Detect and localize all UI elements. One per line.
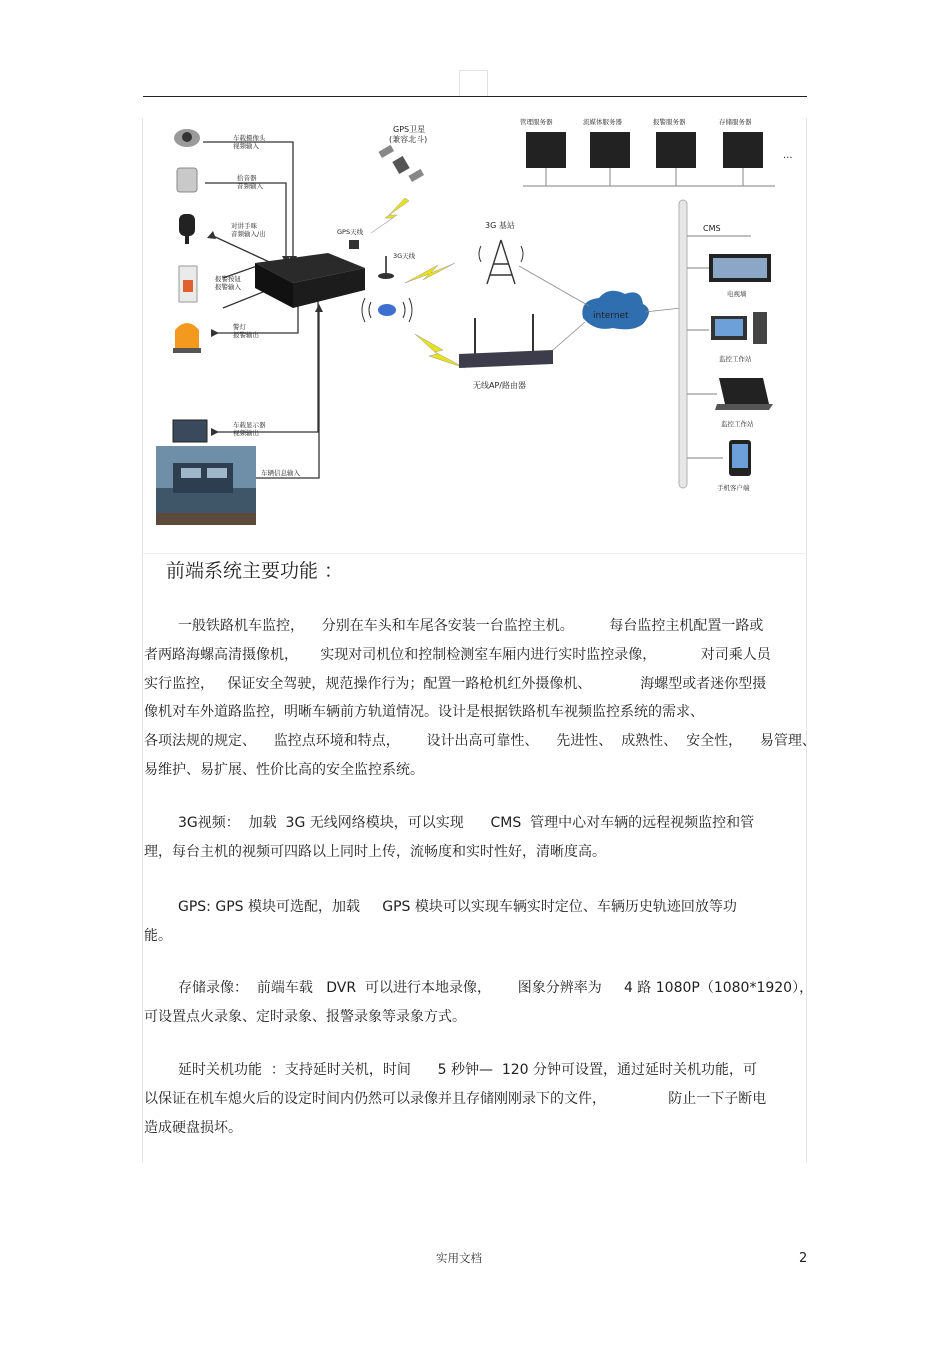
antenna-3g-icon	[378, 256, 394, 279]
cms-backbone	[679, 200, 687, 488]
text-line: 者两路海螺高清摄像机， 实现对司机位和控制检测室车厢内进行实时监控录像， 对司乘人员	[144, 646, 771, 663]
text-line: 能。	[144, 927, 172, 944]
paragraph-3g	[144, 809, 809, 867]
base-station-label: 3G 基站	[485, 221, 515, 230]
server-labels	[520, 118, 752, 126]
header-mark	[459, 70, 488, 97]
device-label: 报警输出	[233, 331, 259, 339]
device-label: 车载显示器	[233, 421, 266, 429]
server-icon	[723, 132, 763, 168]
gps-satellite-label: (兼容北斗)	[389, 135, 428, 144]
server-label: 流媒体服务器	[583, 118, 622, 126]
server-icon	[590, 132, 630, 168]
text-line: 延时关机功能 ：支持延时关机，时间 5 秒钟— 120 分钟可设置，通过延时关机功能，可	[178, 1062, 758, 1078]
lightning-icon	[405, 263, 455, 283]
satellite-icon	[378, 145, 424, 182]
router-icon	[459, 314, 553, 368]
warning-light-icon	[173, 323, 201, 353]
device-label: 视频输入	[233, 142, 259, 150]
header-rule	[143, 96, 807, 97]
paragraph-delayed-shutdown	[144, 1056, 809, 1142]
cms-label: CMS	[703, 224, 721, 233]
gps-satellite-label: GPS卫星	[393, 125, 426, 134]
diagram-separator	[142, 553, 807, 554]
server-label: 存储服务器	[719, 118, 752, 126]
tv-wall-icon	[709, 254, 771, 282]
microphone-icon	[177, 168, 197, 192]
locomotive-image	[156, 446, 256, 525]
internet-label: internet	[593, 311, 629, 321]
device-label: 报警按钮	[215, 275, 241, 283]
server-icons	[526, 132, 763, 168]
device-label: 车辆信息输入	[261, 469, 300, 477]
wifi-icon	[362, 298, 412, 322]
device-label: 对讲手咪	[231, 222, 257, 230]
device-label: 警灯	[233, 323, 246, 331]
gps-antenna-label: GPS天线	[337, 228, 364, 236]
base-station-icon	[479, 240, 523, 284]
page-number: 2	[799, 1251, 808, 1266]
client-label: 监控工作站	[719, 355, 752, 363]
server-icon	[656, 132, 696, 168]
text-line: 3G视频： 加载 3G 无线网络模块，可以实现 CMS 管理中心对车辆的远程视频监控和管	[178, 815, 755, 831]
section-title: 前端系统主要功能 ：	[166, 560, 344, 582]
gps-antenna-icon	[349, 240, 359, 249]
client-label: 手机客户端	[717, 484, 750, 492]
device-label: 音频输入/出	[231, 230, 266, 238]
text-line: 可设置点火录象、定时录象、报警录象等录象方式。	[144, 1008, 466, 1025]
device-label: 拾音器	[237, 174, 257, 182]
alarm-button-icon	[179, 266, 197, 302]
text-line: 以保证在机车熄火后的设定时间内仍然可以录像并且存储刚刚录下的文件， 防止一下子断电	[144, 1090, 767, 1107]
server-icon	[526, 132, 566, 168]
workstation-icon	[711, 312, 767, 344]
server-label: 管理服务器	[520, 118, 553, 126]
lightning-icon	[371, 198, 409, 233]
paragraph-storage	[144, 974, 814, 1032]
text-line: 存储录像： 前端车载 DVR 可以进行本地录像， 图象分辨率为 4 路 1080P（1080*1920），	[178, 980, 814, 996]
text-line: GPS: GPS 模块可选配，加载 GPS 模块可以实现车辆实时定位、车辆历史轨迹回放等功	[178, 899, 737, 915]
client-label: 监控工作站	[721, 420, 754, 428]
text-line: 像机对车外道路监控，明晰车辆前方轨道情况。设计是根据铁路机车视频监控系统的需求、	[144, 704, 704, 721]
device-label: 视频输出	[233, 429, 259, 437]
footer-label: 实用文档	[436, 1251, 482, 1265]
system-diagram	[143, 118, 806, 528]
server-bus	[523, 168, 775, 186]
text-line: 实行监控， 保证安全驾驶，规范操作行为；配置一路枪机红外摄像机、 海螺型或者迷你型摄	[144, 675, 767, 692]
antenna-3g-label: 3G天线	[393, 252, 416, 260]
server-ellipsis: ...	[783, 150, 793, 161]
dvr-host	[255, 253, 365, 308]
phone-icon	[729, 440, 751, 476]
text-line: 易维护、易扩展、性价比高的安全监控系统。	[144, 761, 424, 778]
device-label: 报警输入	[215, 283, 241, 291]
laptop-icon	[715, 378, 773, 410]
handset-icon	[179, 214, 195, 244]
device-label: 车载摄像头	[233, 134, 266, 142]
text-line: 理，每台主机的视频可四路以上同时上传，流畅度和实时性好，清晰度高。	[144, 843, 606, 860]
text-line: 一般铁路机车监控， 分别在车头和车尾各安装一台监控主机。 每台监控主机配置一路或	[178, 618, 764, 634]
router-label: 无线AP/路由器	[473, 381, 526, 390]
lightning-icon	[415, 334, 465, 368]
paragraph-gps	[144, 893, 809, 951]
client-links	[687, 268, 723, 458]
paragraph-overview	[144, 612, 816, 785]
camera-icon	[174, 129, 200, 147]
display-icon	[173, 420, 207, 442]
server-label: 报警服务器	[653, 118, 686, 126]
device-label: 音频输入	[237, 182, 263, 190]
text-line: 各项法规的规定、 监控点环境和特点， 设计出高可靠性、 先进性、 成熟性、 安全性， 易管理、	[144, 733, 816, 750]
text-line: 造成硬盘损坏。	[144, 1119, 242, 1136]
client-label: 电视墙	[727, 290, 747, 298]
